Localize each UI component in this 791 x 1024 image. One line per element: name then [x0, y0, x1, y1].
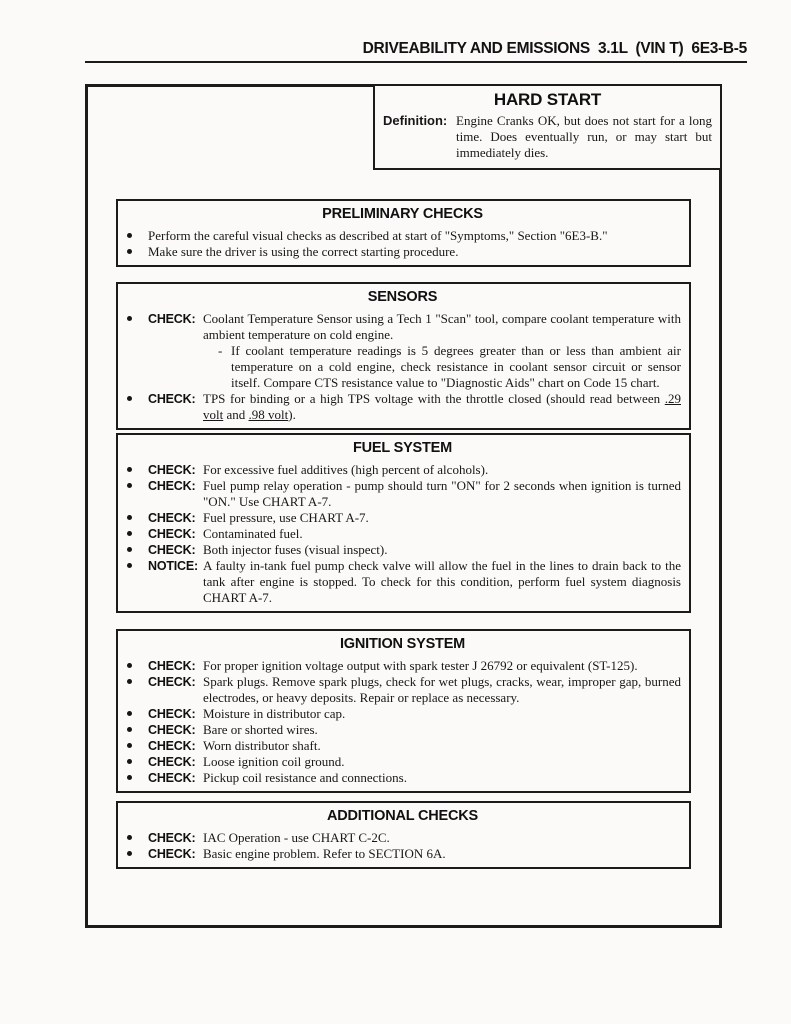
- check-text: IAC Operation - use CHART C-2C.: [203, 830, 390, 845]
- bullet-spacer: [136, 462, 148, 478]
- check-text: Basic engine problem. Refer to SECTION 6A.: [203, 846, 446, 861]
- check-text: Perform the careful visual checks as described at start of "Symptoms," Section "6E3-B.": [148, 228, 608, 243]
- check-item: [124, 510, 681, 526]
- bullet-icon: [127, 711, 132, 716]
- bullet-spacer: [136, 846, 148, 862]
- check-text-main: Coolant Temperature Sensor using a Tech 1 "Scan" tool, compare coolant temperature with ambient temperature on cold engine.: [203, 311, 681, 342]
- check-item: [124, 658, 681, 674]
- check-text: Moisture in distributor cap.: [203, 706, 346, 721]
- check-text: Loose ignition coil ground.: [203, 754, 345, 769]
- bullet-icon: [127, 547, 132, 552]
- check-label: CHECK:: [148, 771, 196, 785]
- dash-icon: -: [218, 343, 223, 358]
- bullet-spacer: [136, 558, 148, 606]
- bullet-icon: [127, 851, 132, 856]
- check-item: [124, 738, 681, 754]
- check-item: [124, 846, 681, 862]
- bullet-spacer: [136, 770, 148, 786]
- check-item: [124, 722, 681, 738]
- underlined-value: .29 volt: [203, 391, 681, 422]
- sub-check-item: [203, 343, 681, 391]
- check-item: [124, 706, 681, 722]
- check-label: CHECK:: [148, 479, 196, 493]
- check-text: Worn distributor shaft.: [203, 738, 321, 753]
- check-text-segment: and: [223, 407, 249, 422]
- check-text: Fuel pump relay operation - pump should turn "ON" for 2 seconds when ignition is turned "ON." Use CHART A-7.: [203, 478, 681, 509]
- check-label: CHECK:: [148, 543, 196, 557]
- check-item: [124, 526, 681, 542]
- notice-item: [124, 558, 681, 606]
- check-label: CHECK:: [148, 511, 196, 525]
- bullet-spacer: [136, 830, 148, 846]
- bullet-icon: [127, 759, 132, 764]
- bullet-spacer: [136, 706, 148, 722]
- check-text: Both injector fuses (visual inspect).: [203, 542, 388, 557]
- bullet-icon: [127, 663, 132, 668]
- check-text: For excessive fuel additives (high percent of alcohols).: [203, 462, 489, 477]
- bullet-spacer: [136, 738, 148, 754]
- bullet-spacer: [136, 722, 148, 738]
- check-label: CHECK:: [148, 659, 196, 673]
- check-label: CHECK:: [148, 527, 196, 541]
- check-item: [124, 244, 681, 260]
- check-text-segment: ).: [288, 407, 296, 422]
- definition-text: Engine Cranks OK, but does not start for a long time. Does eventually run, or may start but immediately dies.: [456, 113, 712, 160]
- bullet-icon: [127, 233, 132, 238]
- bullet-spacer: [136, 526, 148, 542]
- check-label: CHECK:: [148, 739, 196, 753]
- bullet-spacer: [136, 754, 148, 770]
- bullet-spacer: [136, 658, 148, 674]
- check-text: [203, 391, 681, 423]
- bullet-icon: [127, 727, 132, 732]
- definition-row: [383, 113, 712, 161]
- check-item: [124, 830, 681, 846]
- section-fuel-system: [116, 433, 691, 613]
- check-item: [124, 542, 681, 558]
- check-label: CHECK:: [148, 675, 196, 689]
- section-title: ADDITIONAL CHECKS: [326, 808, 478, 824]
- check-text: Spark plugs. Remove spark plugs, check for wet plugs, cracks, wear, improper gap, burned electrodes, or heavy deposits. Repair or replace as necessary.: [203, 674, 681, 705]
- section-title: IGNITION SYSTEM: [339, 636, 466, 652]
- bullet-icon: [127, 531, 132, 536]
- bullet-icon: [127, 775, 132, 780]
- bullet-spacer: [136, 542, 148, 558]
- check-label: CHECK:: [148, 723, 196, 737]
- section-sensors: [116, 282, 691, 430]
- check-item: [124, 754, 681, 770]
- notice-text: A faulty in-tank fuel pump check valve will allow the fuel in the lines to drain back to the tank after engine is stopped. To check for this condition, perform fuel system diagnosis CHART A-7.: [203, 558, 681, 605]
- check-label: CHECK:: [148, 707, 196, 721]
- section-title: FUEL SYSTEM: [352, 440, 453, 456]
- check-item: [124, 770, 681, 786]
- section-preliminary-checks: [116, 199, 691, 267]
- definition-label: Definition:: [383, 113, 448, 128]
- bullet-icon: [127, 396, 132, 401]
- bullet-spacer: [136, 311, 148, 391]
- bullet-icon: [127, 249, 132, 254]
- bullet-icon: [127, 467, 132, 472]
- check-item: [124, 311, 681, 391]
- bullet-icon: [127, 563, 132, 568]
- bullet-spacer: [136, 228, 148, 244]
- check-label: CHECK:: [148, 392, 196, 406]
- bullet-spacer: [136, 674, 148, 706]
- check-item: [124, 674, 681, 706]
- check-text: Fuel pressure, use CHART A-7.: [203, 510, 369, 525]
- check-text: [203, 311, 681, 391]
- bullet-spacer: [136, 391, 148, 423]
- check-item: [124, 391, 681, 423]
- check-text: Bare or shorted wires.: [203, 722, 318, 737]
- section-title: SENSORS: [367, 289, 438, 305]
- header-rule: [85, 61, 747, 63]
- page-header: DRIVEABILITY AND EMISSIONS 3.1L (VIN T) 6E3-B-5: [362, 40, 747, 57]
- sub-check-text: If coolant temperature readings is 5 degrees greater than or less than ambient air temperature on a cold engine, check resistance in coolant sensor circuit or sensor itself. Compare CTS resistance value to "Diagnostic Aids" chart on Code 15 chart.: [231, 343, 681, 390]
- section-title: PRELIMINARY CHECKS: [322, 206, 483, 222]
- check-text: Pickup coil resistance and connections.: [203, 770, 407, 785]
- section-additional-checks: [116, 801, 691, 869]
- bullet-spacer: [136, 478, 148, 510]
- section-ignition-system: [116, 629, 691, 793]
- check-text: For proper ignition voltage output with spark tester J 26792 or equivalent (ST-125).: [203, 658, 638, 673]
- bullet-icon: [127, 515, 132, 520]
- bullet-icon: [127, 483, 132, 488]
- underlined-value: .98 volt: [248, 407, 289, 422]
- check-label: CHECK:: [148, 312, 196, 326]
- hard-start-box: [373, 84, 722, 170]
- notice-label: NOTICE:: [148, 559, 198, 573]
- hard-start-title: HARD START: [493, 90, 602, 109]
- bullet-icon: [127, 316, 132, 321]
- bullet-icon: [127, 679, 132, 684]
- bullet-icon: [127, 743, 132, 748]
- check-item: [124, 228, 681, 244]
- check-item: [124, 478, 681, 510]
- check-text: Contaminated fuel.: [203, 526, 303, 541]
- check-label: CHECK:: [148, 755, 196, 769]
- check-text-segment: TPS for binding or a high TPS voltage with the throttle closed (should read between: [203, 391, 665, 406]
- check-text: Make sure the driver is using the correct starting procedure.: [148, 244, 459, 259]
- check-label: CHECK:: [148, 463, 196, 477]
- check-label: CHECK:: [148, 831, 196, 845]
- bullet-spacer: [136, 244, 148, 260]
- check-item: [124, 462, 681, 478]
- bullet-spacer: [136, 510, 148, 526]
- check-label: CHECK:: [148, 847, 196, 861]
- bullet-icon: [127, 835, 132, 840]
